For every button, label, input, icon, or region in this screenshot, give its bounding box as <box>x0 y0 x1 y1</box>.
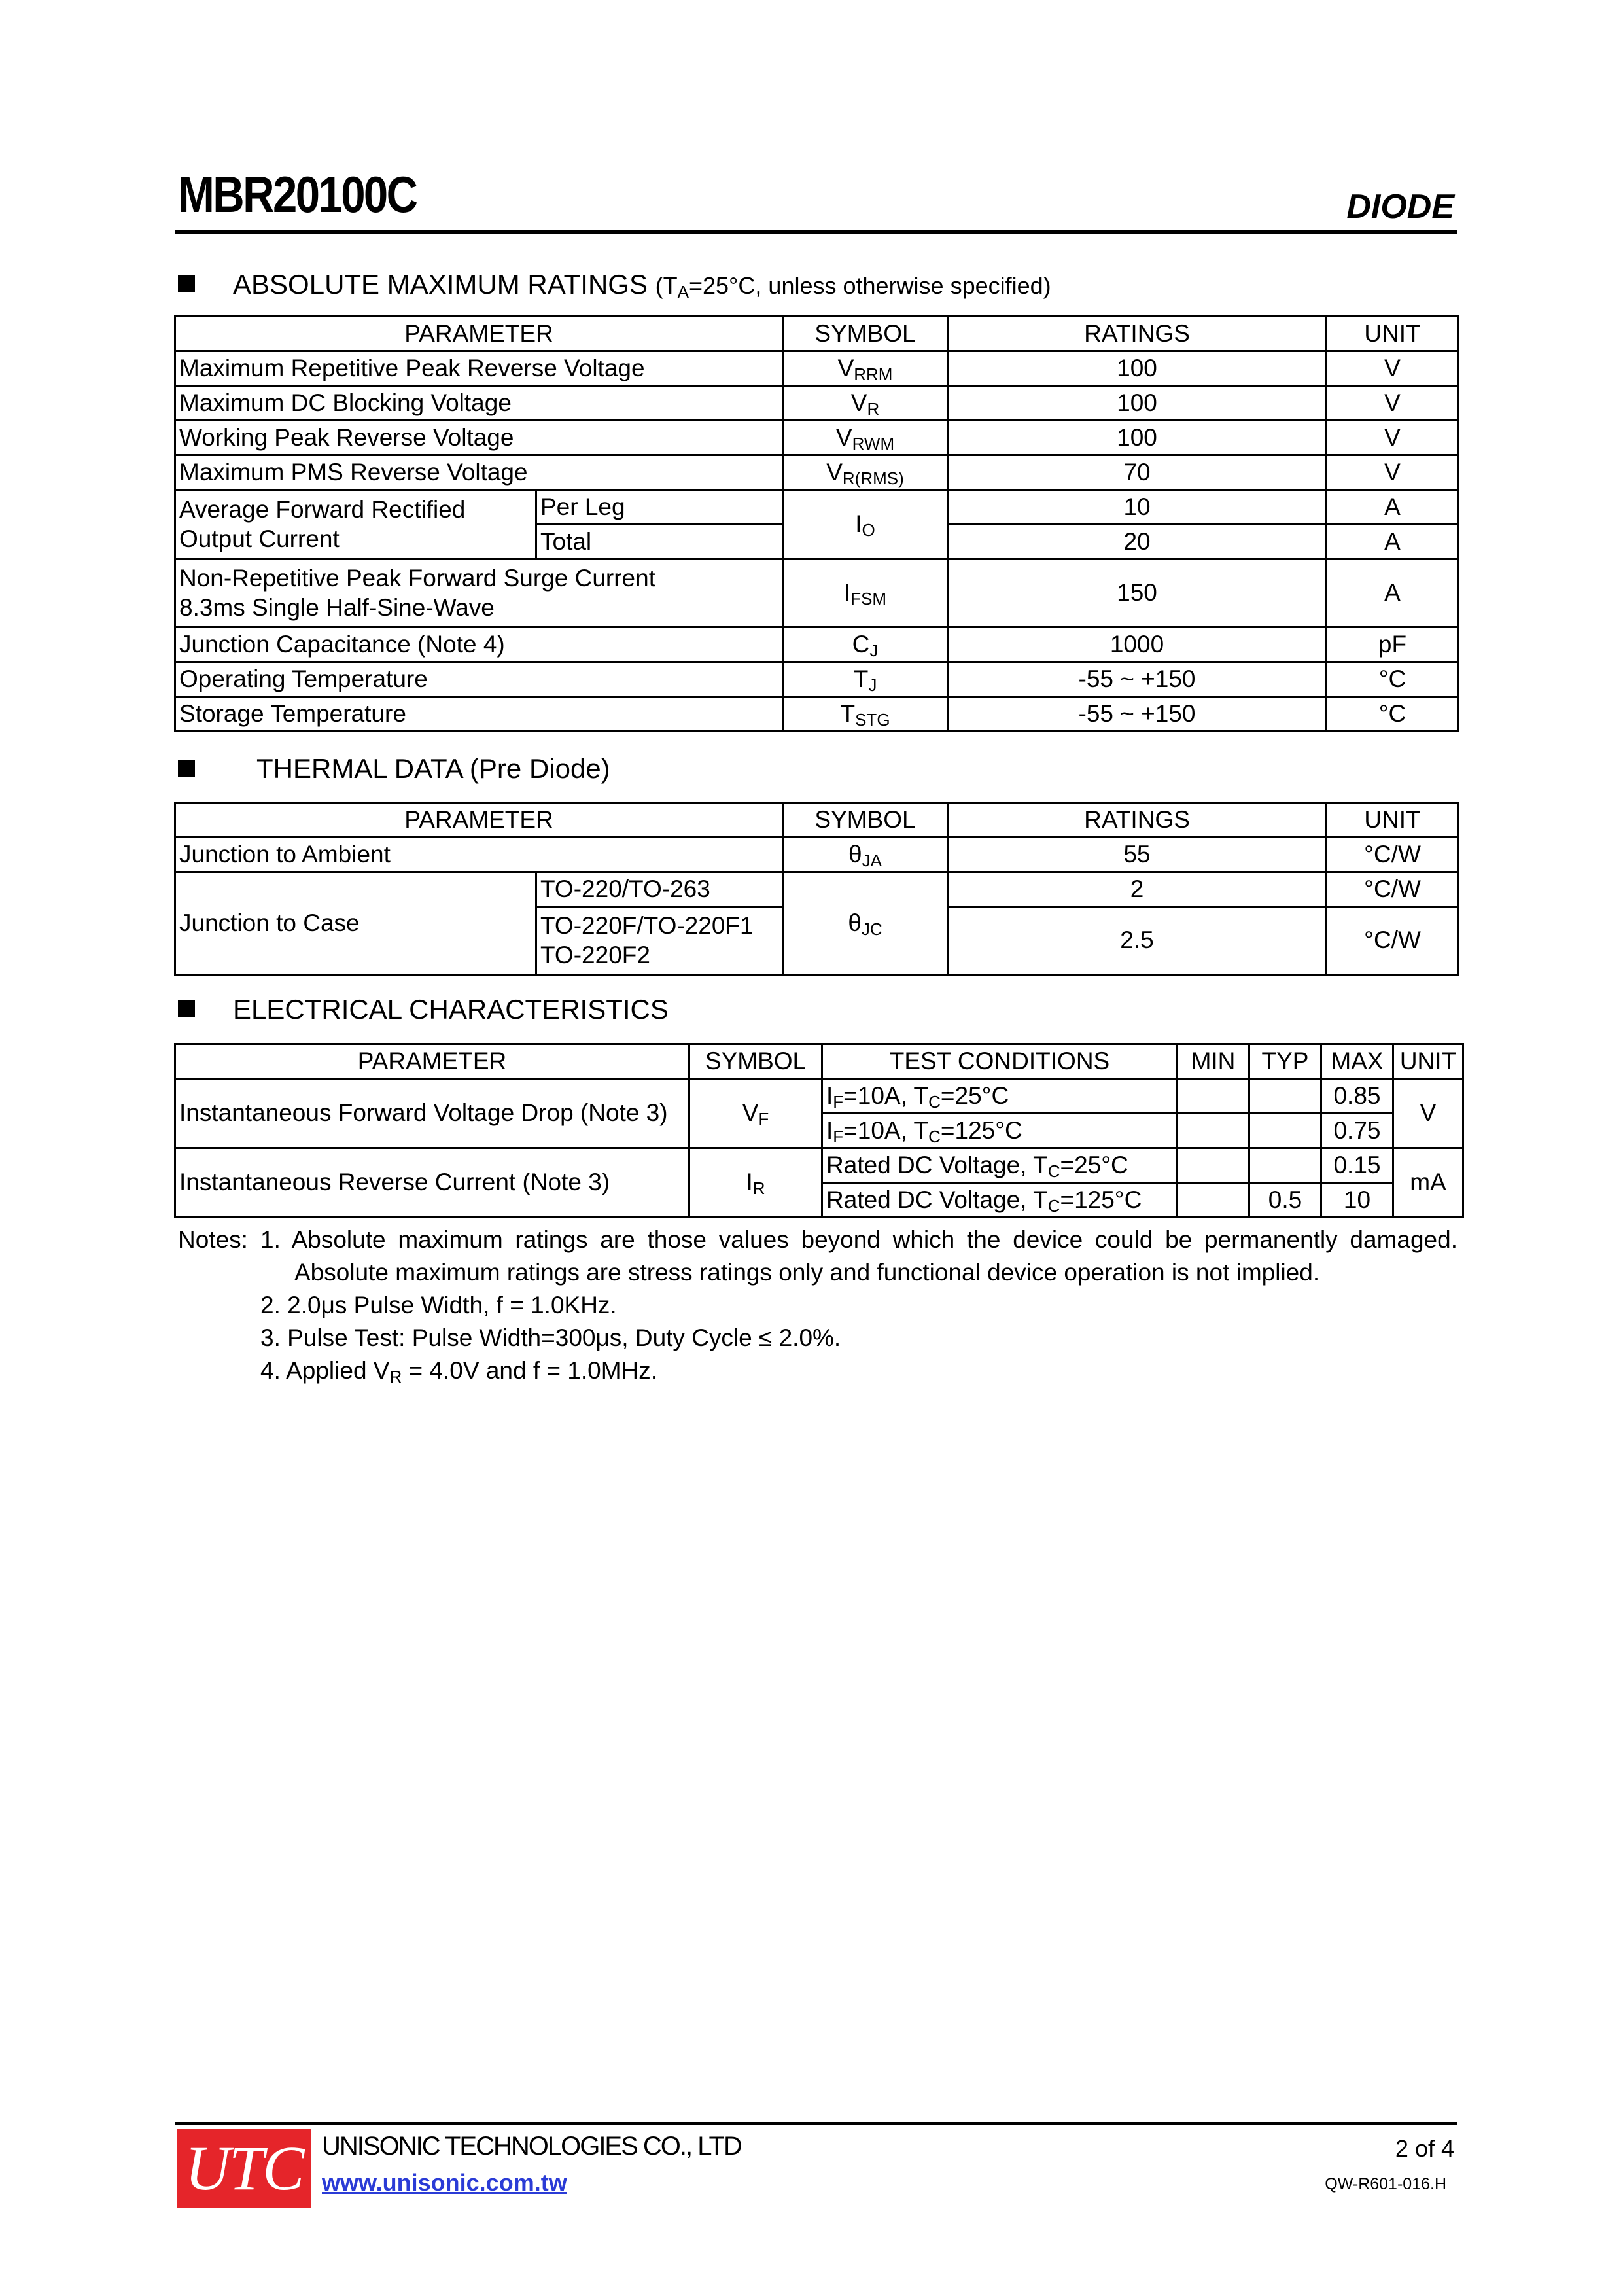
symbol-cell: $I_{FSM}$ <box>783 559 948 627</box>
max-cell: 0.15 <box>1321 1148 1393 1183</box>
symbol-cell: $I_O$ <box>783 490 948 559</box>
typ-cell <box>1249 1079 1321 1114</box>
notes-label: Notes: <box>178 1226 248 1253</box>
unit-cell: °C/W <box>1327 872 1459 907</box>
company-url-link[interactable]: www.unisonic.com.tw <box>322 2169 567 2196</box>
unit-cell: V <box>1393 1079 1463 1148</box>
unit-cell: °C/W <box>1327 838 1459 872</box>
thermal-heading-text: THERMAL DATA (Pre Diode) <box>256 753 610 784</box>
table-row <box>175 838 1459 872</box>
symbol-cell: $\theta_{JC}$ <box>783 872 948 975</box>
param-cell: Maximum DC Blocking Voltage <box>175 386 783 421</box>
unit-cell: °C <box>1327 662 1459 697</box>
table-header-row <box>175 317 1459 351</box>
unit-cell: A <box>1327 490 1459 525</box>
table-row <box>175 1079 1463 1114</box>
col-typ: TYP <box>1249 1044 1321 1079</box>
param-cell: Operating Temperature <box>175 662 783 697</box>
rating-cell: -55 ~ +150 <box>948 662 1327 697</box>
col-symbol: SYMBOL <box>689 1044 822 1079</box>
table-row <box>175 490 1459 525</box>
table-row <box>175 872 1459 907</box>
table-row <box>175 662 1459 697</box>
col-ratings: RATINGS <box>948 803 1327 838</box>
typ-cell <box>1249 1148 1321 1183</box>
symbol-cell: $I_R$ <box>689 1148 822 1218</box>
rating-cell: 2.5 <box>948 907 1327 975</box>
col-parameter: PARAMETER <box>175 1044 689 1079</box>
note-2: 2. 2.0μs Pulse Width, f = 1.0KHz. <box>260 1292 617 1318</box>
symbol-cell: $V_{R(RMS)}$ <box>783 455 948 490</box>
col-symbol: SYMBOL <box>783 803 948 838</box>
min-cell <box>1178 1148 1249 1183</box>
rating-cell: 10 <box>948 490 1327 525</box>
symbol-cell: $V_R$ <box>783 386 948 421</box>
utc-logo: UTC <box>177 2129 311 2208</box>
param-cell: Junction to Case <box>175 872 536 975</box>
rating-cell: -55 ~ +150 <box>948 697 1327 732</box>
header-rule <box>175 230 1457 234</box>
max-cell: 0.75 <box>1321 1114 1393 1148</box>
table-header-row <box>175 1044 1463 1079</box>
table-row <box>175 697 1459 732</box>
col-symbol: SYMBOL <box>783 317 948 351</box>
col-parameter: PARAMETER <box>175 317 783 351</box>
table-row <box>175 351 1459 386</box>
part-number-title: MBR20100C <box>178 166 417 223</box>
param-cell: Maximum Repetitive Peak Reverse Voltage <box>175 351 783 386</box>
symbol-cell: $V_{RRM}$ <box>783 351 948 386</box>
param-cell: Instantaneous Forward Voltage Drop (Note 3) <box>175 1079 689 1148</box>
abs-max-condition: ($T_A=25^\circ C$, unless otherwise specified) <box>655 272 1051 302</box>
param-cell: Junction Capacitance (Note 4) <box>175 627 783 662</box>
electrical-heading-text: ELECTRICAL CHARACTERISTICS <box>233 994 669 1025</box>
min-cell <box>1178 1183 1249 1218</box>
note-1-text: 1. Absolute maximum ratings are those values beyond which the device could be permanently damaged. <box>260 1226 1457 1253</box>
rating-cell: 55 <box>948 838 1327 872</box>
typ-cell: 0.5 <box>1249 1183 1321 1218</box>
document-number: QW-R601-016.H <box>1325 2175 1446 2193</box>
rating-cell: 70 <box>948 455 1327 490</box>
condition-cell: Rated DC Voltage, $T_C=25^\circ C$ <box>822 1148 1178 1183</box>
square-bullet-icon <box>178 760 195 777</box>
doc-type-label: DIODE <box>1346 188 1454 226</box>
col-unit: UNIT <box>1393 1044 1463 1079</box>
condition-cell: $I_F=10A$, $T_C=25^\circ C$ <box>822 1079 1178 1114</box>
square-bullet-icon <box>178 1000 195 1017</box>
unit-cell: V <box>1327 351 1459 386</box>
unit-cell: °C <box>1327 697 1459 732</box>
electrical-heading <box>178 996 669 1023</box>
param-cell: Working Peak Reverse Voltage <box>175 421 783 455</box>
unit-cell: V <box>1327 455 1459 490</box>
col-conditions: TEST CONDITIONS <box>822 1044 1178 1079</box>
note-4: 4. Applied $V_R = 4.0V$ and f = 1.0MHz. <box>260 1357 658 1386</box>
package-cell: TO-220F/TO-220F1 TO-220F2 <box>536 907 783 975</box>
table-row <box>175 559 1459 627</box>
company-name: UNISONIC TECHNOLOGIES CO., LTD <box>322 2132 741 2161</box>
rating-cell: 150 <box>948 559 1327 627</box>
col-min: MIN <box>1178 1044 1249 1079</box>
min-cell <box>1178 1079 1249 1114</box>
max-cell: 0.85 <box>1321 1079 1393 1114</box>
page-number: 2 of 4 <box>1395 2135 1454 2162</box>
param-cell: Maximum PMS Reverse Voltage <box>175 455 783 490</box>
symbol-cell: $T_J$ <box>783 662 948 697</box>
abs-max-table <box>174 315 1459 732</box>
param-cell: Storage Temperature <box>175 697 783 732</box>
table-row <box>175 455 1459 490</box>
col-unit: UNIT <box>1327 317 1459 351</box>
param-cell: Average Forward Rectified Output Current <box>175 490 536 559</box>
package-cell: TO-220/TO-263 <box>536 872 783 907</box>
symbol-cell: $T_{STG}$ <box>783 697 948 732</box>
symbol-cell: $V_F$ <box>689 1079 822 1148</box>
min-cell <box>1178 1114 1249 1148</box>
square-bullet-icon <box>178 275 195 292</box>
unit-cell: pF <box>1327 627 1459 662</box>
rating-cell: 100 <box>948 421 1327 455</box>
table-row <box>175 1148 1463 1183</box>
unit-cell: °C/W <box>1327 907 1459 975</box>
rating-cell: 20 <box>948 525 1327 559</box>
unit-cell: A <box>1327 525 1459 559</box>
sub-param-cell: Per Leg <box>536 490 783 525</box>
rating-cell: 100 <box>948 386 1327 421</box>
param-cell: Junction to Ambient <box>175 838 783 872</box>
note-1-continued: Absolute maximum ratings are stress ratings only and functional device operation is not implied. <box>294 1259 1320 1286</box>
table-row <box>175 386 1459 421</box>
table-header-row <box>175 803 1459 838</box>
footer-rule <box>175 2122 1457 2125</box>
symbol-cell: $\theta_{JA}$ <box>783 838 948 872</box>
param-cell: Instantaneous Reverse Current (Note 3) <box>175 1148 689 1218</box>
col-unit: UNIT <box>1327 803 1459 838</box>
col-max: MAX <box>1321 1044 1393 1079</box>
abs-max-heading <box>178 269 1051 302</box>
col-parameter: PARAMETER <box>175 803 783 838</box>
note-3: 3. Pulse Test: Pulse Width=300μs, Duty Cycle ≤ 2.0%. <box>260 1324 841 1351</box>
col-ratings: RATINGS <box>948 317 1327 351</box>
symbol-cell: $V_{RWM}$ <box>783 421 948 455</box>
typ-cell <box>1249 1114 1321 1148</box>
note-1 <box>178 1224 1457 1256</box>
condition-cell: Rated DC Voltage, $T_C=125^\circ C$ <box>822 1183 1178 1218</box>
sub-param-cell: Total <box>536 525 783 559</box>
max-cell: 10 <box>1321 1183 1393 1218</box>
thermal-heading <box>178 755 610 783</box>
param-cell: Non-Repetitive Peak Forward Surge Current 8.3ms Single Half-Sine-Wave <box>175 559 783 627</box>
unit-cell: V <box>1327 386 1459 421</box>
table-row <box>175 627 1459 662</box>
rating-cell: 100 <box>948 351 1327 386</box>
symbol-cell: $C_J$ <box>783 627 948 662</box>
thermal-table <box>174 802 1459 976</box>
notes <box>178 1224 1457 1387</box>
unit-cell: A <box>1327 559 1459 627</box>
abs-max-heading-text: ABSOLUTE MAXIMUM RATINGS <box>233 269 648 300</box>
rating-cell: 1000 <box>948 627 1327 662</box>
condition-cell: $I_F=10A$, $T_C=125^\circ C$ <box>822 1114 1178 1148</box>
electrical-table <box>174 1043 1464 1218</box>
rating-cell: 2 <box>948 872 1327 907</box>
table-row <box>175 421 1459 455</box>
unit-cell: V <box>1327 421 1459 455</box>
unit-cell: mA <box>1393 1148 1463 1218</box>
